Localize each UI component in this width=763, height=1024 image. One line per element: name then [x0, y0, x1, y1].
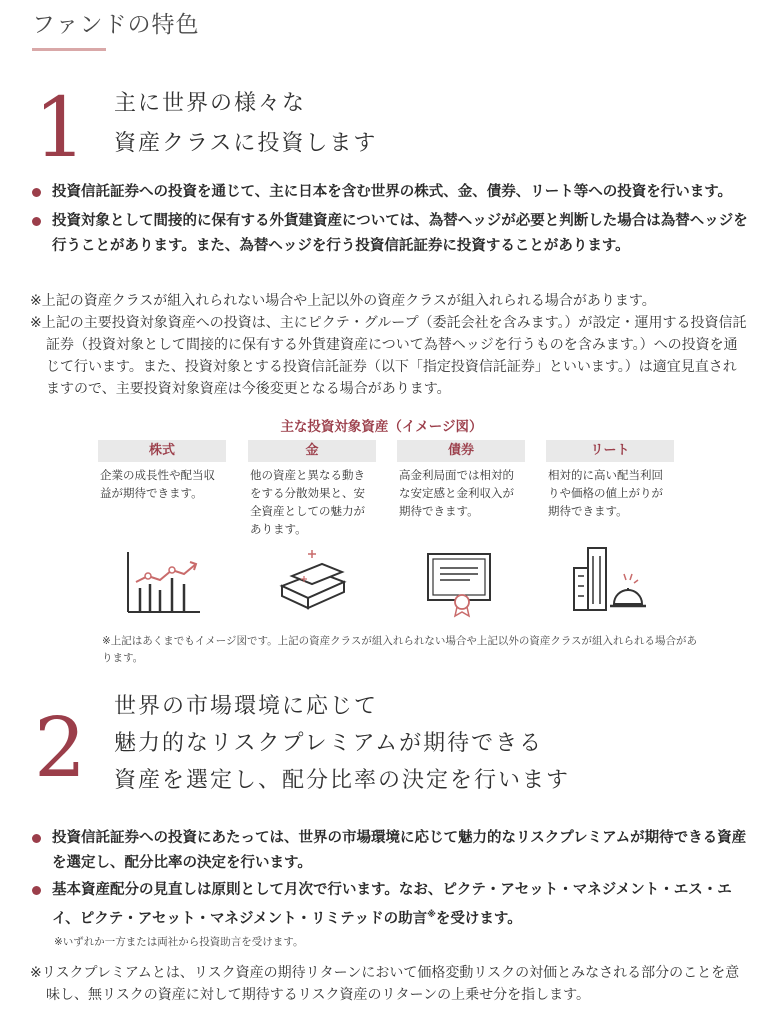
footnote-mark: ※	[427, 910, 436, 920]
section-1-heading-line-2: 資産クラスに投資します	[114, 131, 378, 156]
section-1-bullets	[30, 180, 748, 259]
asset-gold	[248, 440, 376, 538]
section-2-heading-line-1: 世界の市場環境に応じて	[114, 694, 379, 719]
section-2-bullets	[30, 826, 748, 932]
list-item	[30, 209, 748, 259]
note-text: ※上記の資産クラスが組入れられない場合や上記以外の資産クラスが組入れられる場合があります。	[30, 293, 656, 309]
note-text: ※上記の主要投資対象資産への投資は、主にピクテ・グループ（委託会社を含みます。）が設定・運用する投資信託証券（投資対象として間接的に保有する外貨建資産について為替ヘッジを行うものを含みます。）への投資を通じて行います。また、投資対象とする投資信託証券（以下「指定投資信託証券」といいます。）は適宜見直されますので、主要投資対象資産は今後変更となる場合があります。	[30, 315, 747, 397]
bullet-dot-icon	[32, 217, 41, 226]
asset-description: 企業の成長性や配当収益が期待できます。	[100, 468, 215, 500]
section-2-heading-line-3: 資産を選定し、配分比率の決定を行います	[114, 768, 571, 793]
bond-certificate-icon	[422, 548, 502, 618]
stock-chart-icon	[124, 548, 204, 618]
asset-label: 金	[248, 440, 376, 462]
buildings-icon	[568, 544, 648, 614]
section-2-note	[30, 962, 750, 1006]
asset-reit	[546, 440, 674, 520]
page-title: ファンドの特色	[32, 12, 200, 38]
section-1-heading-line-1: 主に世界の様々な	[114, 91, 307, 116]
bullet-dot-icon	[32, 834, 41, 843]
note-text: ※リスクプレミアムとは、リスク資産の期待リターンにおいて価格変動リスクの対価とみなされる部分のことを意味し、無リスクの資産に対して期待するリスク資産のリターンの上乗せ分を指します。	[30, 965, 740, 1003]
asset-label: リート	[546, 440, 674, 462]
list-item	[30, 826, 748, 876]
section-2-heading	[114, 688, 570, 799]
asset-description: 高金利局面では相対的な安定感と金利収入が期待できます。	[399, 468, 514, 518]
title-underline	[32, 48, 106, 51]
bullet-text: を受けます。	[435, 910, 522, 927]
list-item	[30, 180, 748, 205]
section-1-number: 1	[34, 81, 87, 176]
gold-bars-icon	[272, 546, 352, 616]
bullet-text: 投資信託証券への投資を通じて、主に日本を含む世界の株式、金、債券、リート等への投資を行います。	[52, 184, 733, 200]
section-2-subnote: ※いずれか一方または両社から投資助言を受けます。	[54, 936, 304, 948]
bullet-text: 投資対象として間接的に保有する外貨建資産については、為替ヘッジが必要と判断した場合は為替ヘッジを行うことがあります。また、為替ヘッジを行う投資信託証券に投資することがあります。	[52, 213, 748, 254]
diagram-footnote: ※上記はあくまでもイメージ図です。上記の資産クラスが組入れられない場合や上記以外の資産クラスが組入れられる場合があります。	[102, 635, 698, 664]
asset-description: 他の資産と異なる動きをする分散効果と、安全資産としての魅力があります。	[250, 468, 365, 536]
asset-stock	[98, 440, 226, 502]
bullet-text: 基本資産配分の見直しは原則として月次で行います。なお、ピクテ・アセット・マネジメント・エス・エイ、ピクテ・アセット・マネジメント・リミテッドの助言	[52, 882, 732, 927]
bullet-dot-icon	[32, 188, 41, 197]
asset-label: 株式	[98, 440, 226, 462]
section-2-number: 2	[34, 701, 87, 796]
bullet-dot-icon	[32, 886, 41, 895]
asset-label: 債券	[397, 440, 525, 462]
diagram-title: 主な投資対象資産（イメージ図）	[280, 419, 483, 435]
bullet-text: 投資信託証券への投資にあたっては、世界の市場環境に応じて魅力的なリスクプレミアムが期待できる資産を選定し、配分比率の決定を行います。	[52, 830, 747, 871]
section-1-heading	[114, 84, 377, 164]
asset-bond	[397, 440, 525, 520]
section-2-heading-line-2: 魅力的なリスクプレミアムが期待できる	[114, 731, 544, 756]
asset-description: 相対的に高い配当利回りや価格の値上がりが期待できます。	[548, 468, 663, 518]
section-1-notes	[30, 290, 750, 400]
list-item	[30, 878, 748, 932]
